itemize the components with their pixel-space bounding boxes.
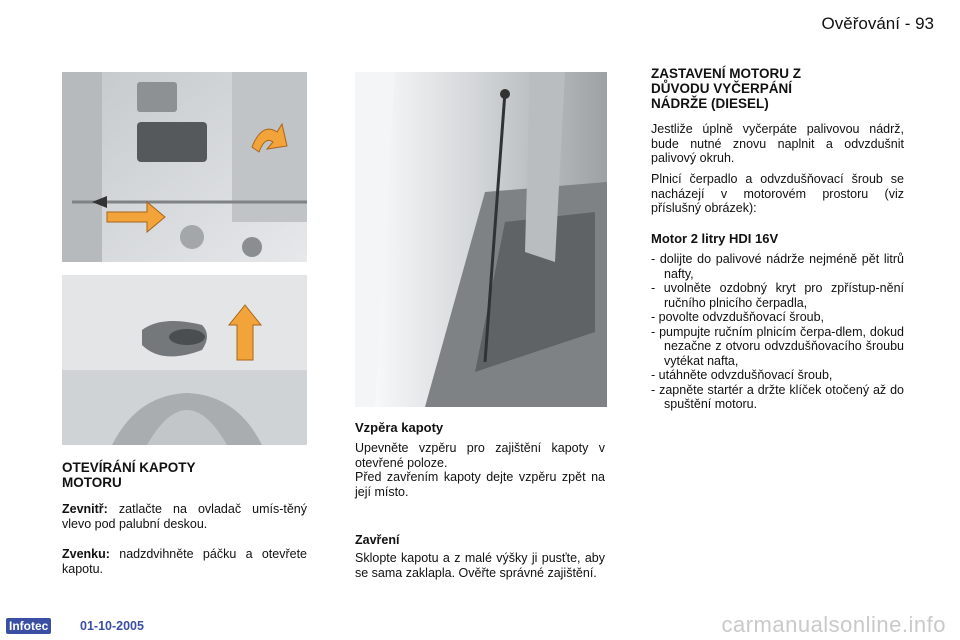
closing-heading: Zavření bbox=[355, 533, 400, 547]
watermark: carmanualsonline.info bbox=[721, 612, 946, 637]
hood-opening-heading-line2: MOTORU bbox=[62, 475, 122, 490]
list-item: - povolte odvzdušňovací šroub, bbox=[651, 310, 904, 325]
bleeding-steps-list bbox=[651, 252, 904, 412]
list-item: - zapněte startér a držte klíček otočený až do spuštění motoru. bbox=[651, 383, 904, 412]
engine-stop-paragraph-1: Jestliže úplně vyčerpáte palivovou nádrž, bude nutné znovu naplnit a odvzdušnit palivový okruh. bbox=[651, 122, 904, 165]
list-item: - dolijte do palivové nádrže nejméně pět litrů nafty, bbox=[651, 252, 904, 281]
inside-text: zatlačte na ovladač umís-těný vlevo pod palubní deskou. bbox=[62, 502, 307, 531]
closing-paragraph: Sklopte kapotu a z malé výšky ji pusťte, aby se sama zaklapla. Ověřte správné zajištění. bbox=[355, 551, 605, 580]
inside-label: Zevnitř: bbox=[62, 502, 108, 516]
list-item: - pumpujte ručním plnicím čerpa-dlem, dokud nezačne z otvoru odvzdušňovacího šroubu vytékat nafta, bbox=[651, 325, 904, 369]
hood-strut-photo bbox=[355, 72, 607, 407]
infotec-logo: Infotec bbox=[6, 618, 51, 634]
engine-stop-heading-line3: NÁDRŽE (DIESEL) bbox=[651, 96, 769, 111]
outside-label: Zvenku: bbox=[62, 547, 110, 561]
strut-paragraph-2: Před zavřením kapoty dejte vzpěru zpět na její místo. bbox=[355, 470, 605, 499]
strut-heading: Vzpěra kapoty bbox=[355, 420, 444, 435]
exterior-latch-photo bbox=[62, 275, 307, 445]
inside-instructions bbox=[62, 502, 307, 531]
engine-stop-heading-line1: ZASTAVENÍ MOTORU Z bbox=[651, 66, 801, 81]
list-item: - utáhněte odvzdušňovací šroub, bbox=[651, 368, 904, 383]
footer-date: 01-10-2005 bbox=[80, 619, 144, 633]
strut-paragraph-1: Upevněte vzpěru pro zajištění kapoty v otevřené poloze. bbox=[355, 441, 605, 470]
engine-stop-heading-line2: DŮVODU VYČERPÁNÍ bbox=[651, 81, 793, 96]
hood-opening-heading-line1: OTEVÍRÁNÍ KAPOTY bbox=[62, 460, 196, 475]
outside-instructions bbox=[62, 547, 307, 576]
outside-text: nadzdvihněte páčku a otevřete kapotu. bbox=[62, 547, 307, 576]
interior-release-photo bbox=[62, 72, 307, 262]
engine-stop-paragraph-2: Plnicí čerpadlo a odvzdušňovací šroub se nacházejí v motorovém prostoru (viz příslušný obrázek): bbox=[651, 172, 904, 215]
page-title: Ověřování - 93 bbox=[821, 14, 934, 33]
list-item: - uvolněte ozdobný kryt pro zpřístup-nění ručního plnicího čerpadla, bbox=[651, 281, 904, 310]
motor-heading: Motor 2 litry HDI 16V bbox=[651, 231, 779, 246]
